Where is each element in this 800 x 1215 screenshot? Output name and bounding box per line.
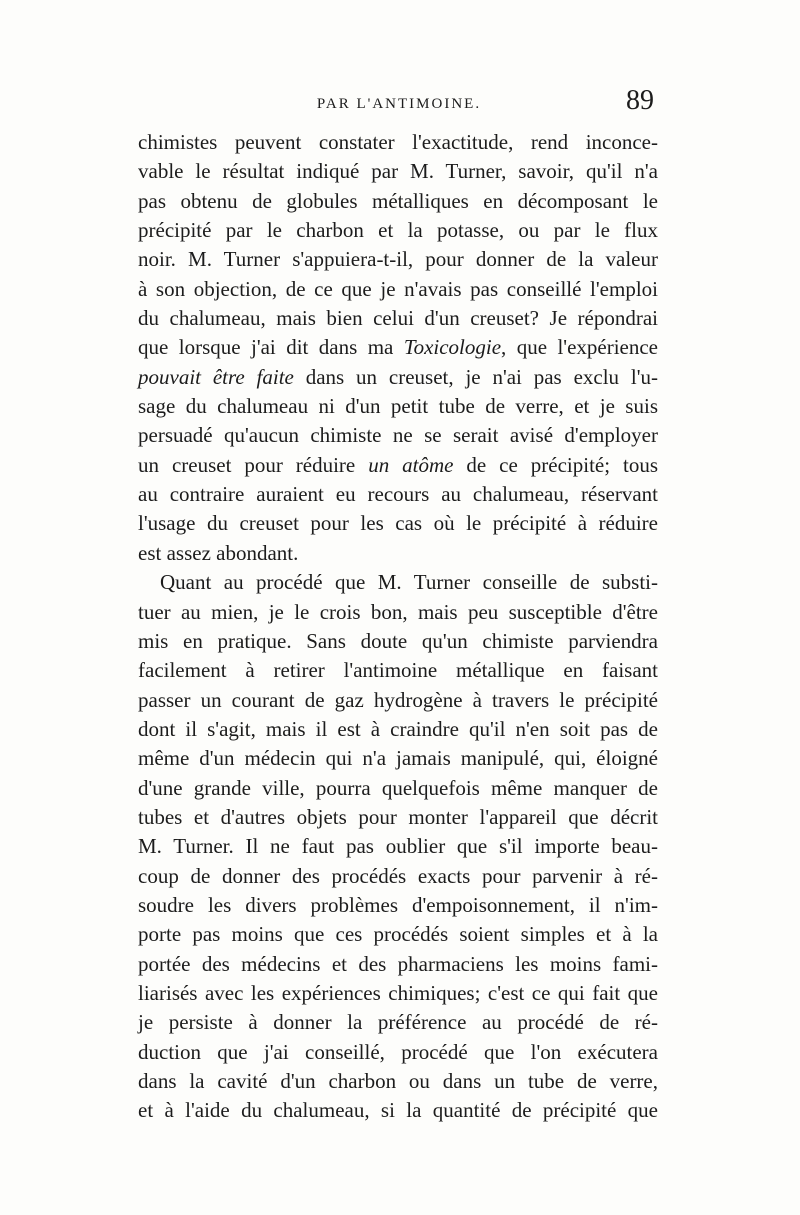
paragraph-end-line: est assez abondant. bbox=[138, 540, 299, 565]
text-line: duction que j'ai conseillé, procédé que l'on exécutera bbox=[138, 1039, 658, 1064]
text-line: l'usage du creuset pour les cas où le précipité à réduire bbox=[138, 511, 658, 536]
text-line: dont il s'agit, mais il est à craindre qu'il n'en soit pas de bbox=[138, 716, 658, 741]
text-run: dans un creuset, je n'ai pas exclu l'u- bbox=[293, 364, 658, 389]
text-line: pas obtenu de globules métalliques en décomposant le bbox=[138, 188, 658, 213]
running-title: PAR L'ANTIMOINE. bbox=[316, 96, 482, 112]
text-line: je persiste à donner la préférence au procédé de ré- bbox=[138, 1010, 658, 1035]
text-line: à son objection, de ce que je n'avais pas conseillé l'emploi bbox=[138, 276, 658, 301]
body-text bbox=[138, 128, 658, 1126]
text-run: , que l'expérience bbox=[501, 335, 659, 360]
text-line bbox=[138, 451, 658, 480]
text-line: même d'un médecin qui n'a jamais manipulé, qui, éloigné bbox=[138, 746, 658, 771]
page-header bbox=[138, 86, 660, 126]
text-line: portée des médecins et des pharmaciens les moins fami- bbox=[138, 951, 658, 976]
text-line: du chalumeau, mais bien celui d'un creuset? Je répondrai bbox=[138, 306, 658, 331]
page-number: 89 bbox=[626, 85, 654, 116]
text-line: M. Turner. Il ne faut pas oublier que s'il importe beau- bbox=[138, 834, 658, 859]
text-run: de ce précipité; tous bbox=[453, 452, 659, 477]
italic-phrase: un atôme bbox=[368, 452, 454, 477]
text-line: porte pas moins que ces procédés soient simples et à la bbox=[138, 922, 658, 947]
text-line: noir. M. Turner s'appuiera-t-il, pour donner de la valeur bbox=[138, 247, 658, 272]
italic-phrase: pouvait être faite bbox=[138, 364, 294, 389]
text-line: chimistes peuvent constater l'exactitude, rend inconce- bbox=[138, 130, 658, 154]
text-line: facilement à retirer l'antimoine métallique en faisant bbox=[138, 658, 658, 683]
text-line: sage du chalumeau ni d'un petit tube de verre, et je suis bbox=[138, 394, 658, 419]
text-line: d'une grande ville, pourra quelquefois même manquer de bbox=[138, 775, 658, 800]
text-line: persuadé qu'aucun chimiste ne se serait avisé d'employer bbox=[138, 423, 658, 448]
paragraph-start-line: Quant au procédé que M. Turner conseille de substi- bbox=[160, 570, 658, 595]
text-line: au contraire auraient eu recours au chalumeau, réservant bbox=[138, 482, 658, 507]
text-line bbox=[138, 333, 658, 362]
text-line: mis en pratique. Sans doute qu'un chimiste parviendra bbox=[138, 628, 658, 653]
italic-title: Toxicologie bbox=[403, 335, 502, 360]
text-line: précipité par le charbon et la potasse, ou par le flux bbox=[138, 218, 658, 243]
text-line: et à l'aide du chalumeau, si la quantité de précipité que bbox=[138, 1098, 658, 1123]
text-line: vable le résultat indiqué par M. Turner, savoir, qu'il n'a bbox=[138, 159, 658, 184]
text-line: tubes et d'autres objets pour monter l'appareil que décrit bbox=[138, 804, 658, 829]
text-line: liarisés avec les expériences chimiques; c'est ce qui fait que bbox=[138, 980, 658, 1005]
text-line: soudre les divers problèmes d'empoisonnement, il n'im- bbox=[138, 892, 658, 917]
text-line bbox=[138, 363, 658, 392]
text-run: un creuset pour réduire bbox=[138, 452, 369, 477]
text-line: passer un courant de gaz hydrogène à travers le précipité bbox=[138, 687, 658, 712]
text-line: coup de donner des procédés exacts pour parvenir à ré- bbox=[138, 863, 658, 888]
text-line: dans la cavité d'un charbon ou dans un tube de verre, bbox=[138, 1069, 658, 1093]
text-line: tuer au mien, je le crois bon, mais peu susceptible d'être bbox=[138, 599, 658, 624]
text-run: que lorsque j'ai dit dans ma bbox=[138, 335, 404, 360]
